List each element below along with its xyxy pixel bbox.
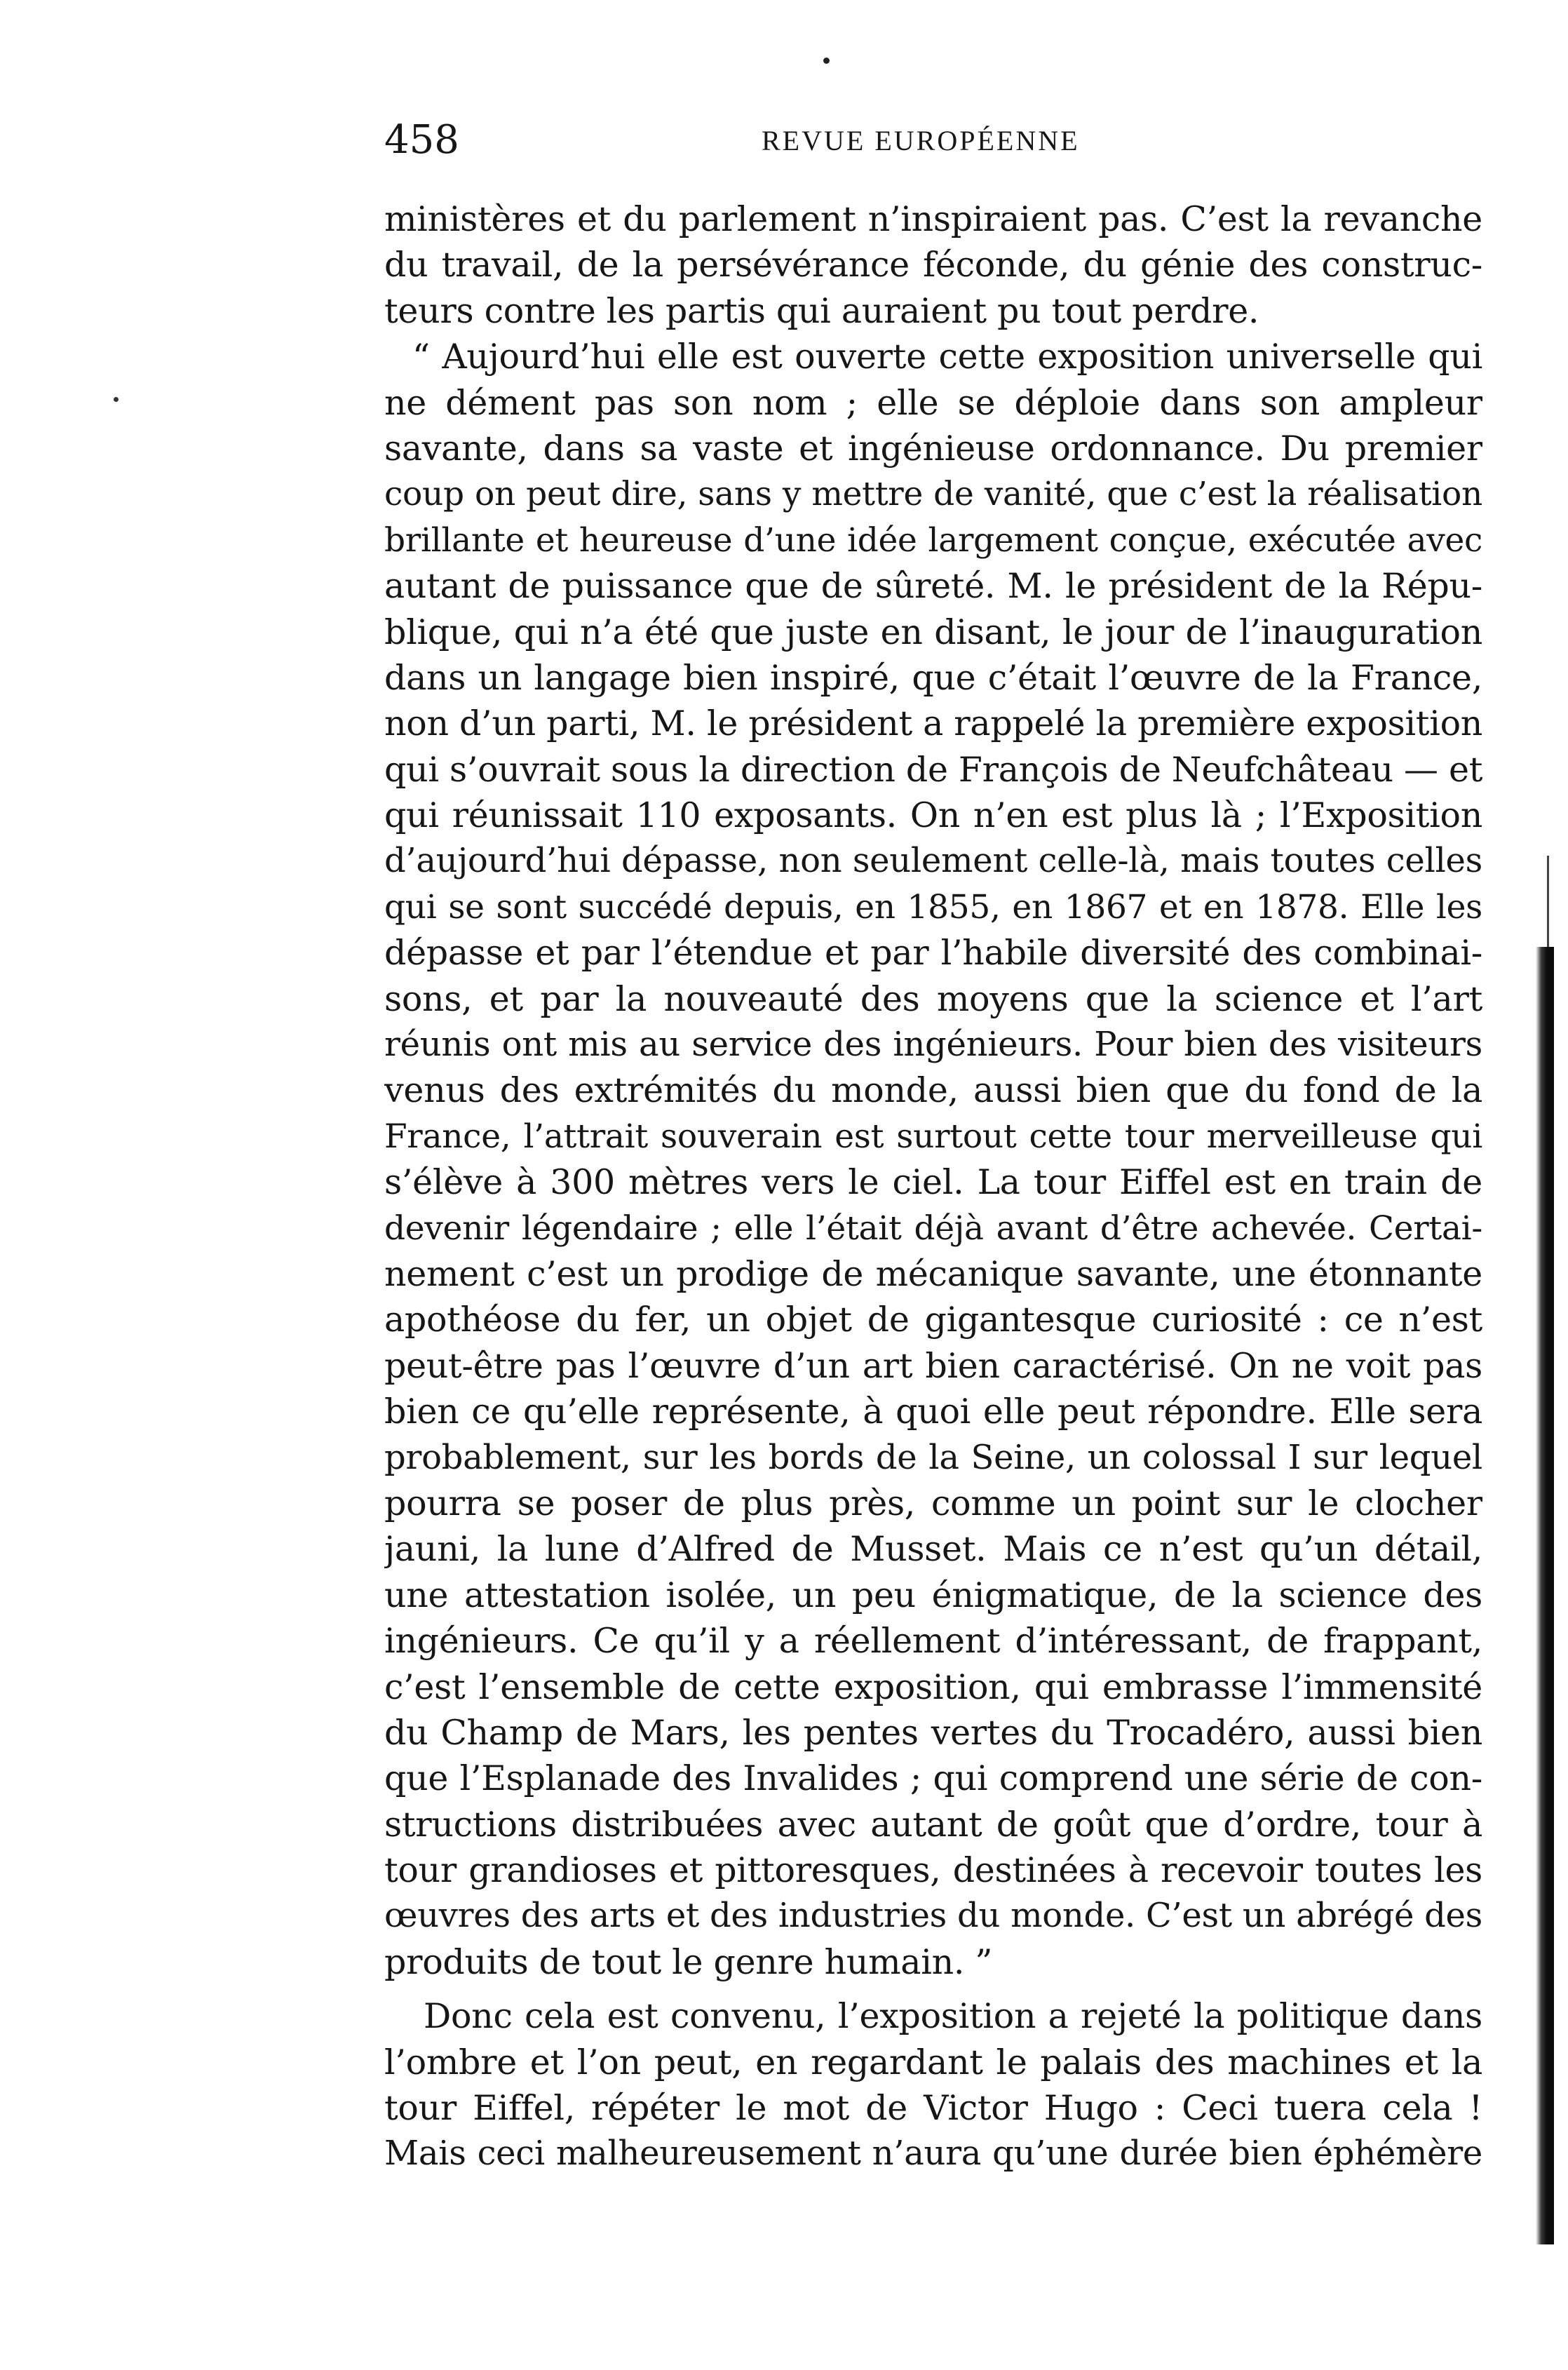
text-line: tour grandioses et pittoresques, destinées à recevoir toutes les — [384, 1850, 1482, 1891]
text-line: qui réunissait 110 exposants. On n’en est plus là ; l’Exposition — [384, 795, 1482, 836]
page-number: 458 — [384, 117, 459, 163]
text-line: réunis ont mis au service des ingénieurs. Pour bien des visiteurs — [384, 1025, 1482, 1065]
text-line: brillante et heureuse d’une idée largement conçue, exécutée avec — [384, 520, 1482, 560]
text-line: blique, qui n’a été que juste en disant, le jour de l’inauguration — [384, 612, 1482, 652]
text-line: produits de tout le genre humain. ” — [384, 1941, 993, 1982]
paragraph-1 — [384, 196, 1482, 334]
text-line: bien ce qu’elle représente, à quoi elle peut répondre. Elle sera — [384, 1392, 1482, 1432]
text-line: dans un langage bien inspiré, que c’était l’œuvre de la France, — [384, 657, 1482, 698]
text-line: Donc cela est convenu, l’exposition a rejeté la politique dans — [424, 1996, 1482, 2037]
text-line: tour Eiffel, répéter le mot de Victor Hugo : Ceci tuera cela ! — [384, 2088, 1482, 2129]
body-text — [384, 196, 1482, 2177]
text-line: une attestation isolée, un peu énigmatique, de la science des — [384, 1575, 1482, 1615]
text-line: du travail, de la persévérance féconde, du génie des construc- — [384, 245, 1482, 285]
text-line: qui s’ouvrait sous la direction de François de Neufchâteau — et — [384, 749, 1482, 790]
text-line: non d’un parti, M. le président a rappelé la première exposition — [384, 703, 1482, 744]
text-line: “ Aujourd’hui elle est ouverte cette exposition universelle qui — [412, 337, 1482, 377]
text-line: teurs contre les partis qui auraient pu tout perdre. — [384, 290, 1259, 331]
paragraph-2-quotation — [384, 334, 1482, 1985]
running-head: REVUE EUROPÉENNE — [762, 125, 1080, 156]
binding-hairline — [1547, 856, 1549, 954]
text-line: qui se sont succédé depuis, en 1855, en 1867 et en 1878. Elle les — [384, 887, 1482, 927]
margin-dot — [114, 397, 119, 402]
text-line: pourra se poser de plus près, comme un point sur le clocher — [384, 1483, 1482, 1523]
text-line: savante, dans sa vaste et ingénieuse ordonnance. Du premier — [384, 428, 1482, 469]
text-line: s’élève à 300 mètres vers le ciel. La tour Eiffel est en train de — [384, 1162, 1482, 1203]
text-line: peut-être pas l’œuvre d’un art bien caractérisé. On ne voit pas — [384, 1345, 1482, 1386]
text-line: Mais ceci malheureusement n’aura qu’une durée bien éphémère — [384, 2134, 1482, 2174]
binding-shadow-edge — [1536, 947, 1554, 2244]
text-line: du Champ de Mars, les pentes vertes du Trocadéro, aussi bien — [384, 1712, 1482, 1753]
text-line: probablement, sur les bords de la Seine, un colossal I sur lequel — [384, 1437, 1482, 1477]
text-line: ne dément pas son nom ; elle se déploie dans son ampleur — [384, 382, 1482, 423]
text-line: apothéose du fer, un objet de gigantesque curiosité : ce n’est — [384, 1300, 1482, 1340]
text-line: venus des extrémités du monde, aussi bien que du fond de la — [384, 1070, 1482, 1111]
page-header — [384, 112, 1482, 168]
text-line: coup on peut dire, sans y mettre de vanité, que c’est la réalisation — [384, 475, 1482, 514]
text-line: ministères et du parlement n’inspiraient pas. C’est la revanche — [384, 199, 1482, 239]
text-line: ingénieurs. Ce qu’il y a réellement d’intéressant, de frappant, — [384, 1621, 1482, 1662]
text-line: dépasse et par l’étendue et par l’habile diversité des combinai- — [384, 933, 1482, 974]
text-line: c’est l’ensemble de cette exposition, qui embrasse l’immensité — [384, 1667, 1482, 1707]
text-line: jauni, la lune d’Alfred de Musset. Mais ce n’est qu’un détail, — [384, 1529, 1482, 1570]
text-line: que l’Esplanade des Invalides ; qui comprend une série de con- — [384, 1758, 1482, 1799]
text-line: sons, et par la nouveauté des moyens que la science et l’art — [384, 978, 1482, 1019]
ink-speck — [823, 58, 830, 64]
text-line: devenir légendaire ; elle l’était déjà avant d’être achevée. Certai- — [384, 1208, 1482, 1248]
text-line: autant de puissance que de sûreté. M. le président de la Répu- — [384, 566, 1482, 607]
text-line: œuvres des arts et des industries du monde. C’est un abrégé des — [384, 1896, 1482, 1936]
paragraph-3 — [384, 1993, 1482, 2177]
text-line: nement c’est un prodige de mécanique savante, une étonnante — [384, 1253, 1482, 1294]
text-line: structions distribuées avec autant de goût que d’ordre, tour à — [384, 1804, 1482, 1845]
text-line: l’ombre et l’on peut, en regardant le palais des machines et la — [384, 2042, 1482, 2082]
text-line: d’aujourd’hui dépasse, non seulement celle-là, mais toutes celles — [384, 841, 1482, 881]
text-line: France, l’attrait souverain est surtout cette tour merveilleuse qui — [384, 1117, 1482, 1156]
